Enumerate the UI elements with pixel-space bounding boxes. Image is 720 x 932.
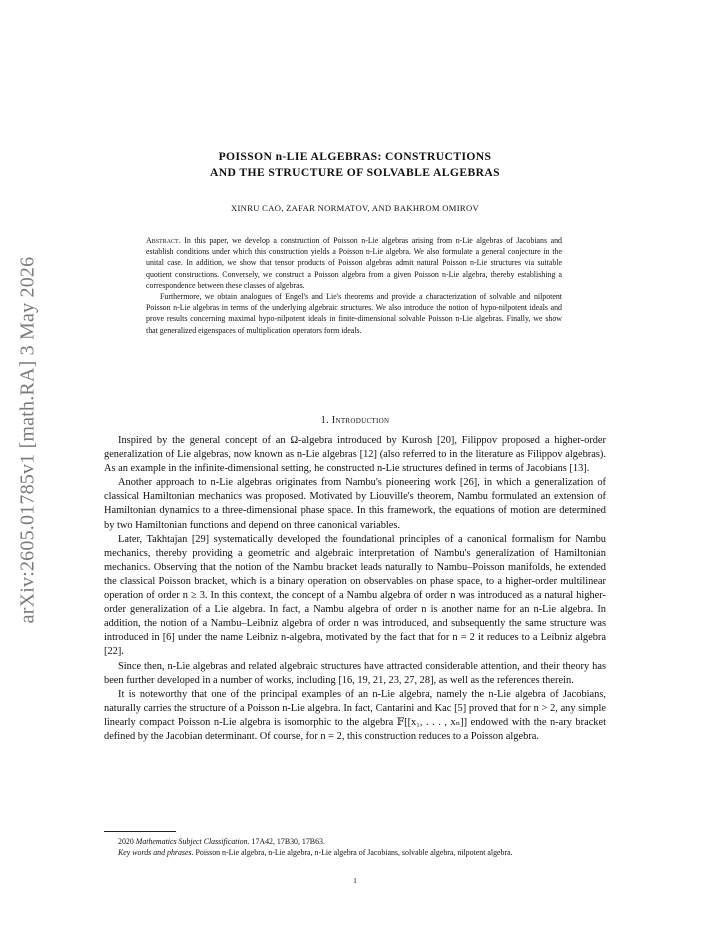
arxiv-identifier: arXiv:2605.01785v1 [math.RA] 3 May 2026 <box>16 256 39 624</box>
abstract-label: Abstract. <box>146 236 181 245</box>
body-paragraph: Inspired by the general concept of an Ω-algebra introduced by Kurosh [20], Filippov proposed a higher-order generalization of Lie algebras, now known as n-Lie algebras [12] (also referred to in the literature as Filippov algebras). As an example in the infinite-dimensional setting, he constructed n-Lie structures defined in terms of Jacobians [13]. <box>104 435 606 475</box>
abstract <box>146 235 562 336</box>
keywords-label: Key words and phrases. <box>118 848 194 858</box>
abstract-text-1: In this paper, we develop a construction of Poisson n-Lie algebras arising from n-Lie algebras of Jacobians and establish conditions under which this construction yields a Poisson n-Lie algebra. We also formulate a general conjecture in the unital case. In addition, we show that tensor products of Poisson algebras admit natural Poisson n-Lie structures via suitable quotient constructions. Conversely, we construct a Poisson algebra from a given Poisson n-Lie algebra, thereby establishing a correspondence between these classes of algebras. <box>146 236 562 290</box>
msc-codes: 17A42, 17B30, 17B63. <box>251 837 325 846</box>
title-line-2: AND THE STRUCTURE OF SOLVABLE ALGEBRAS <box>210 166 500 179</box>
arxiv-sidebar-stamp <box>8 250 48 630</box>
section-number: 1. <box>320 415 329 426</box>
footnote-divider <box>104 831 176 832</box>
abstract-paragraph-2: Furthermore, we obtain analogues of Engel's and Lie's theorems and provide a characterization of solvable and nilpotent Poisson n-Lie algebras in terms of the underlying algebraic structures. We also introduce the notion of hypo-nilpotent ideals and prove results concerning maximal hypo-nilpotent ideals in finite-dimensional solvable Poisson n-Lie algebras. Finally, we show that generalized eigenspaces of multiplication operators form ideals. <box>146 292 562 335</box>
section-heading <box>104 415 606 426</box>
body-paragraph: Since then, n-Lie algebras and related algebraic structures have attracted considerable attention, and their theory has been further developed in a number of works, including [16, 19, 21, 23, 27, 28], as well as the references therein. <box>104 660 606 686</box>
msc-label: Mathematics Subject Classification. <box>135 837 250 846</box>
keywords-text: Poisson n-Lie algebra, n-Lie algebra, n-Lie algebra of Jacobians, solvable algebra, nilpotent algebra. <box>195 848 513 858</box>
body-paragraph: Later, Takhtajan [29] systematically developed the foundational principles of a canonical formalism for Nambu mechanics, thereby providing a geometric and algebraic interpretation of Nambu's generalization of Hamiltonian mechanics. Observing that the notion of the Nambu bracket leads naturally to Nambu–Poisson manifolds, he extended the classical Poisson bracket, which is a binary operation on observables on phase space, to a higher-order multilinear operation of order n ≥ 3. In this context, the concept of a Nambu algebra of order n was introduced as a natural higher-order generalization of a Lie algebra. In fact, a Nambu algebra of order n is another name for an n-Lie algebra. In addition, the notion of a Nambu–Leibniz algebra of order n was introduced, and subsequently the same structure was introduced in [6] under the name Leibniz n-algebra, motivated by the fact that for n = 2 it reduces to a Leibniz algebra [22]. <box>104 533 606 658</box>
body-paragraph: It is noteworthy that one of the principal examples of an n-Lie algebra, namely the n-Lie algebra of Jacobians, naturally carries the structure of a Poisson n-Lie algebra. In fact, Cantarini and Kac [5] proved that for n > 2, any simple linearly compact Poisson n-Lie algebra is isomorphic to the algebra 𝔽[[x₁, . . . , xₙ]] endowed with the n-ary bracket defined by the Jacobian determinant. Of course, for n = 2, this construction reduces to a Poisson algebra. <box>104 688 606 742</box>
section-title: Introduction <box>331 415 390 426</box>
section-body <box>104 434 606 744</box>
abstract-paragraph-1 <box>146 235 562 291</box>
body-paragraph: Another approach to n-Lie algebras originates from Nambu's pioneering work [26], in which a generalization of classical Hamiltonian mechanics was proposed. Motivated by Liouville's theorem, Nambu formulated an extension of Hamiltonian dynamics to a three-dimensional phase space. In this framework, the equations of motion are determined by two Hamiltonian functions and depend on three canonical variables. <box>104 477 606 531</box>
author-list: XINRU CAO, ZAFAR NORMATOV, AND BAKHROM OMIROV <box>231 203 479 213</box>
msc-footnote <box>104 836 606 847</box>
footnotes <box>104 836 606 859</box>
title-line-1: POISSON n-LIE ALGEBRAS: CONSTRUCTIONS <box>218 150 492 163</box>
keywords-footnote <box>104 847 606 858</box>
msc-prefix: 2020 <box>118 837 134 846</box>
paper-title <box>104 149 606 181</box>
page-number: 1 <box>353 876 357 885</box>
